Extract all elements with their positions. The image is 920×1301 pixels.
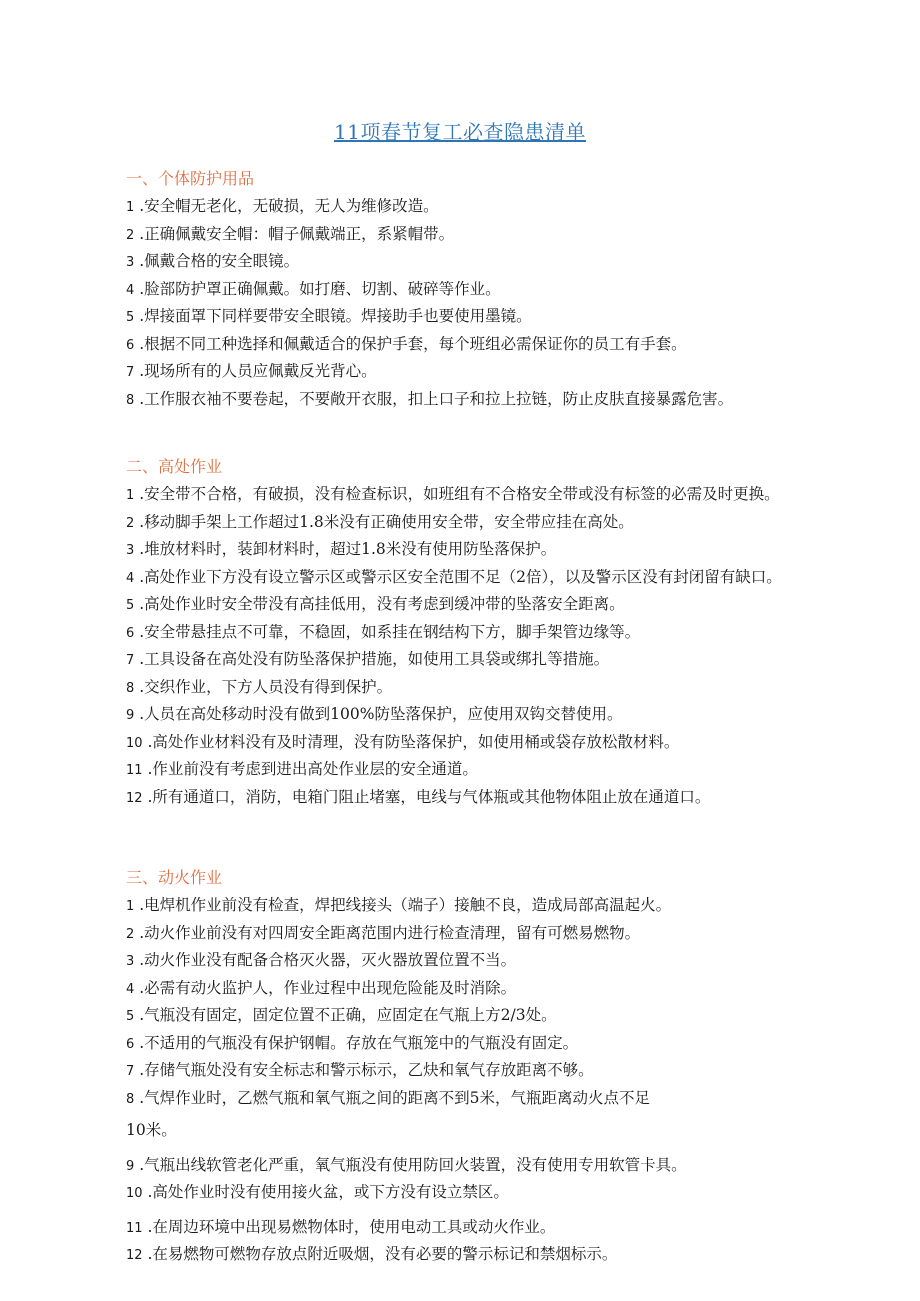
item-number: 8 bbox=[126, 392, 135, 408]
item-number: 7 bbox=[126, 1064, 135, 1079]
item-number: 1 bbox=[126, 899, 135, 914]
item-number: 3 bbox=[126, 954, 135, 969]
list-item bbox=[126, 222, 816, 249]
list-item bbox=[126, 1058, 816, 1085]
list-item bbox=[126, 921, 816, 948]
item-number: 1 bbox=[126, 488, 135, 503]
item-number: 2 bbox=[126, 515, 135, 531]
item-text: .交织作业，下方人员没有得到保护。 bbox=[134, 677, 393, 696]
list-item bbox=[126, 387, 816, 414]
list-item bbox=[126, 1086, 816, 1113]
item-text: .正确佩戴安全帽：帽子佩戴端正，系紧帽带。 bbox=[134, 224, 455, 243]
item-text: .脸部防护罩正确佩戴。如打磨、切割、破碎等作业。 bbox=[134, 279, 501, 298]
section-heading: 二、高处作业 bbox=[126, 457, 223, 476]
item-text: .作业前没有考虑到进出高处作业层的安全通道。 bbox=[142, 760, 478, 778]
item-text: .人员在高处移动时没有做到100%防坠落保护，应使用双钩交替使用。 bbox=[134, 705, 623, 723]
item-number: 4 bbox=[126, 282, 135, 298]
list-item bbox=[126, 359, 816, 386]
item-number: 12 bbox=[126, 790, 143, 806]
list-item bbox=[126, 785, 816, 812]
section-hot-work bbox=[126, 867, 816, 1270]
item-text: .安全帽无老化，无破损，无人为维修改造。 bbox=[134, 197, 439, 215]
item-text: 10米。 bbox=[126, 1121, 177, 1139]
list-item bbox=[126, 1118, 816, 1145]
item-number: 10 bbox=[126, 735, 143, 751]
item-text: .所有通道口，消防，电箱门阻止堵塞，电线与气体瓶或其他物体阻止放在通道口。 bbox=[142, 787, 711, 806]
item-number: 5 bbox=[126, 310, 135, 325]
list-item bbox=[126, 893, 816, 920]
section-item-list bbox=[126, 893, 816, 1269]
list-item bbox=[126, 1242, 816, 1269]
list-item bbox=[126, 304, 816, 331]
item-text: .电焊机作业前没有检查，焊把线接头（端子）接触不良，造成局部高温起火。 bbox=[134, 896, 672, 914]
section-heading: 三、动火作业 bbox=[126, 868, 223, 887]
item-text: .根据不同工种选择和佩戴适合的保护手套，每个班组必需保证你的员工有手套。 bbox=[134, 334, 687, 353]
list-item bbox=[126, 510, 816, 537]
list-item bbox=[126, 647, 816, 674]
item-text: .移动脚手架上工作超过1.8米没有正确使用安全带，安全带应挂在高处。 bbox=[134, 512, 634, 531]
item-number: 5 bbox=[126, 598, 135, 613]
item-text: .佩戴合格的安全眼镜。 bbox=[134, 252, 300, 270]
item-text: .高处作业下方没有设立警示区或警示区安全范围不足（2倍），以及警示区没有封闭留有缺口。 bbox=[134, 567, 782, 586]
item-text: .工具设备在高处没有防坠落保护措施，如使用工具袋或绑扎等措施。 bbox=[134, 650, 610, 668]
item-number: 11 bbox=[126, 1220, 143, 1236]
item-text: .堆放材料时，装卸材料时，超过1.8米没有使用防坠落保护。 bbox=[134, 540, 557, 558]
item-number: 9 bbox=[126, 708, 135, 723]
item-text: .在周边环境中出现易燃物体时，使用电动工具或动火作业。 bbox=[142, 1217, 556, 1236]
list-item bbox=[126, 976, 816, 1003]
item-number: 8 bbox=[126, 1091, 135, 1107]
item-text: .焊接面罩下同样要带安全眼镜。焊接助手也要使用墨镜。 bbox=[134, 307, 532, 325]
section-heading: 一、个体防护用品 bbox=[126, 169, 255, 188]
item-text: .高处作业时安全带没有高挂低用，没有考虑到缓冲带的坠落安全距离。 bbox=[134, 595, 625, 613]
item-number: 2 bbox=[126, 926, 135, 942]
list-item bbox=[126, 332, 816, 359]
item-text: .在易燃物可燃物存放点附近吸烟，没有必要的警示标记和禁烟标示。 bbox=[142, 1245, 618, 1263]
item-text: .气瓶出线软管老化严重，氧气瓶没有使用防回火装置，没有使用专用软管卡具。 bbox=[134, 1155, 687, 1174]
item-number: 11 bbox=[126, 763, 143, 778]
list-item bbox=[126, 1003, 816, 1030]
item-number: 6 bbox=[126, 1036, 135, 1052]
item-text: .必需有动火监护人，作业过程中出现危险能及时消除。 bbox=[134, 978, 517, 997]
list-item bbox=[126, 730, 816, 757]
section-work-at-height bbox=[126, 456, 816, 812]
section-item-list bbox=[126, 482, 816, 811]
item-number: 7 bbox=[126, 653, 135, 668]
item-number: 9 bbox=[126, 1158, 135, 1174]
item-text: .安全带不合格，有破损，没有检查标识，如班组有不合格安全带或没有标签的必需及时更换。 bbox=[134, 485, 780, 503]
list-item bbox=[126, 675, 816, 702]
item-text: .不适用的气瓶没有保护钢帽。存放在气瓶笼中的气瓶没有固定。 bbox=[134, 1033, 579, 1052]
item-number: 3 bbox=[126, 543, 135, 558]
section-item-list bbox=[126, 194, 816, 413]
item-text: .气瓶没有固定，固定位置不正确，应固定在气瓶上方2/3处。 bbox=[134, 1006, 557, 1024]
item-number: 4 bbox=[126, 981, 135, 997]
item-text: .动火作业没有配备合格灭火器，灭火器放置位置不当。 bbox=[134, 951, 517, 969]
list-item bbox=[126, 277, 816, 304]
list-item bbox=[126, 565, 816, 592]
item-text: .安全带悬挂点不可靠，不稳固，如系挂在钢结构下方，脚手架管边缘等。 bbox=[134, 622, 641, 641]
item-text: .现场所有的人员应佩戴反光背心。 bbox=[134, 362, 377, 380]
item-number: 7 bbox=[126, 365, 135, 380]
item-number: 6 bbox=[126, 337, 135, 353]
item-text: .高处作业时没有使用接火盆，或下方没有设立禁区。 bbox=[142, 1183, 509, 1201]
item-text: .工作服衣袖不要卷起，不要敞开衣服，扣上口子和拉上拉链，防止皮肤直接暴露危害。 bbox=[134, 389, 734, 408]
section-personal-protection bbox=[126, 168, 816, 414]
list-item bbox=[126, 194, 816, 221]
item-text: .高处作业材料没有及时清理，没有防坠落保护，如使用桶或袋存放松散材料。 bbox=[142, 732, 680, 751]
list-item bbox=[126, 537, 816, 564]
item-text: .存储气瓶处没有安全标志和警示标示，乙炔和氧气存放距离不够。 bbox=[134, 1061, 594, 1079]
item-number: 12 bbox=[126, 1248, 143, 1263]
item-number: 10 bbox=[126, 1186, 143, 1201]
item-number: 5 bbox=[126, 1009, 135, 1024]
list-item bbox=[126, 592, 816, 619]
list-item bbox=[126, 620, 816, 647]
item-number: 6 bbox=[126, 625, 135, 641]
item-number: 8 bbox=[126, 680, 135, 696]
item-number: 4 bbox=[126, 570, 135, 586]
document-title: 11项春节复工必查隐患清单 bbox=[334, 120, 586, 144]
item-number: 2 bbox=[126, 227, 135, 243]
item-number: 1 bbox=[126, 200, 135, 215]
item-text: .动火作业前没有对四周安全距离范围内进行检查清理，留有可燃易燃物。 bbox=[134, 923, 641, 942]
item-text: .气焊作业时，乙燃气瓶和氧气瓶之间的距离不到5米，气瓶距离动火点不足 bbox=[134, 1088, 650, 1107]
list-item bbox=[126, 948, 816, 975]
list-item bbox=[126, 757, 816, 784]
list-item bbox=[126, 702, 816, 729]
list-item bbox=[126, 1153, 816, 1180]
list-item bbox=[126, 1031, 816, 1058]
list-item bbox=[126, 1215, 816, 1242]
list-item bbox=[126, 482, 816, 509]
item-number: 3 bbox=[126, 255, 135, 270]
list-item bbox=[126, 249, 816, 276]
list-item bbox=[126, 1180, 816, 1207]
